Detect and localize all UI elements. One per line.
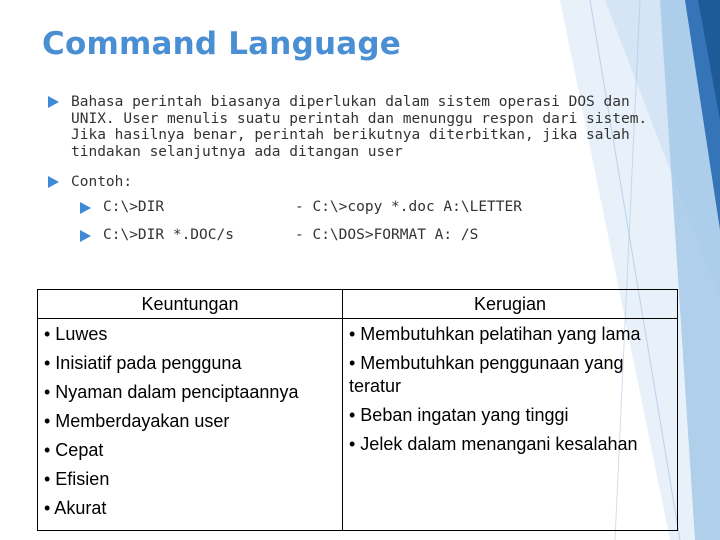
sub-bullet-arrow-icon [80,202,91,214]
kerugian-cell [343,319,678,531]
list-item: • Akurat [44,498,107,518]
list-item: • Membutuhkan pelatihan yang lama [349,324,641,344]
sub-bullet-arrow-icon [80,230,91,242]
bullet-text-description: Bahasa perintah biasanya diperlukan dalam sistem operasi DOS dan UNIX. User menulis suatu perintah dan menunggu respon dari sistem. Jika hasilnya benar, perintah berikutnya diterbitkan, jika salah tindakan selanjutnya ada ditangan user [71,94,648,160]
list-item: • Nyaman dalam penciptaannya [44,382,299,402]
keuntungan-cell [38,319,343,531]
kerugian-list [349,323,671,456]
list-item: • Cepat [44,440,104,460]
list-item: • Efisien [44,469,110,489]
list-item: • Inisiatif pada pengguna [44,353,242,373]
list-item: • Beban ingatan yang tinggi [349,405,569,425]
comparison-table [37,289,678,531]
header-kerugian: Kerugian [343,290,678,319]
example-command: C:\>DIR *.DOC/s [103,227,234,243]
example-description: - C:\>copy *.doc A:\LETTER [295,199,522,215]
list-item: • Memberdayakan user [44,411,230,431]
example-description: - C:\DOS>FORMAT A: /S [295,227,479,243]
header-keuntungan: Keuntungan [38,290,343,319]
slide-title: Command Language [42,26,401,62]
keuntungan-list [44,323,336,520]
bullet-arrow-icon [48,96,59,108]
bullet-text-contoh: Contoh: [71,174,133,190]
bullet-arrow-icon [48,176,59,188]
list-item: • Luwes [44,324,108,344]
list-item: • Jelek dalam menangani kesalahan [349,434,638,454]
list-item: • Membutuhkan penggunaan yang teratur [349,353,624,396]
example-command: C:\>DIR [103,199,165,215]
